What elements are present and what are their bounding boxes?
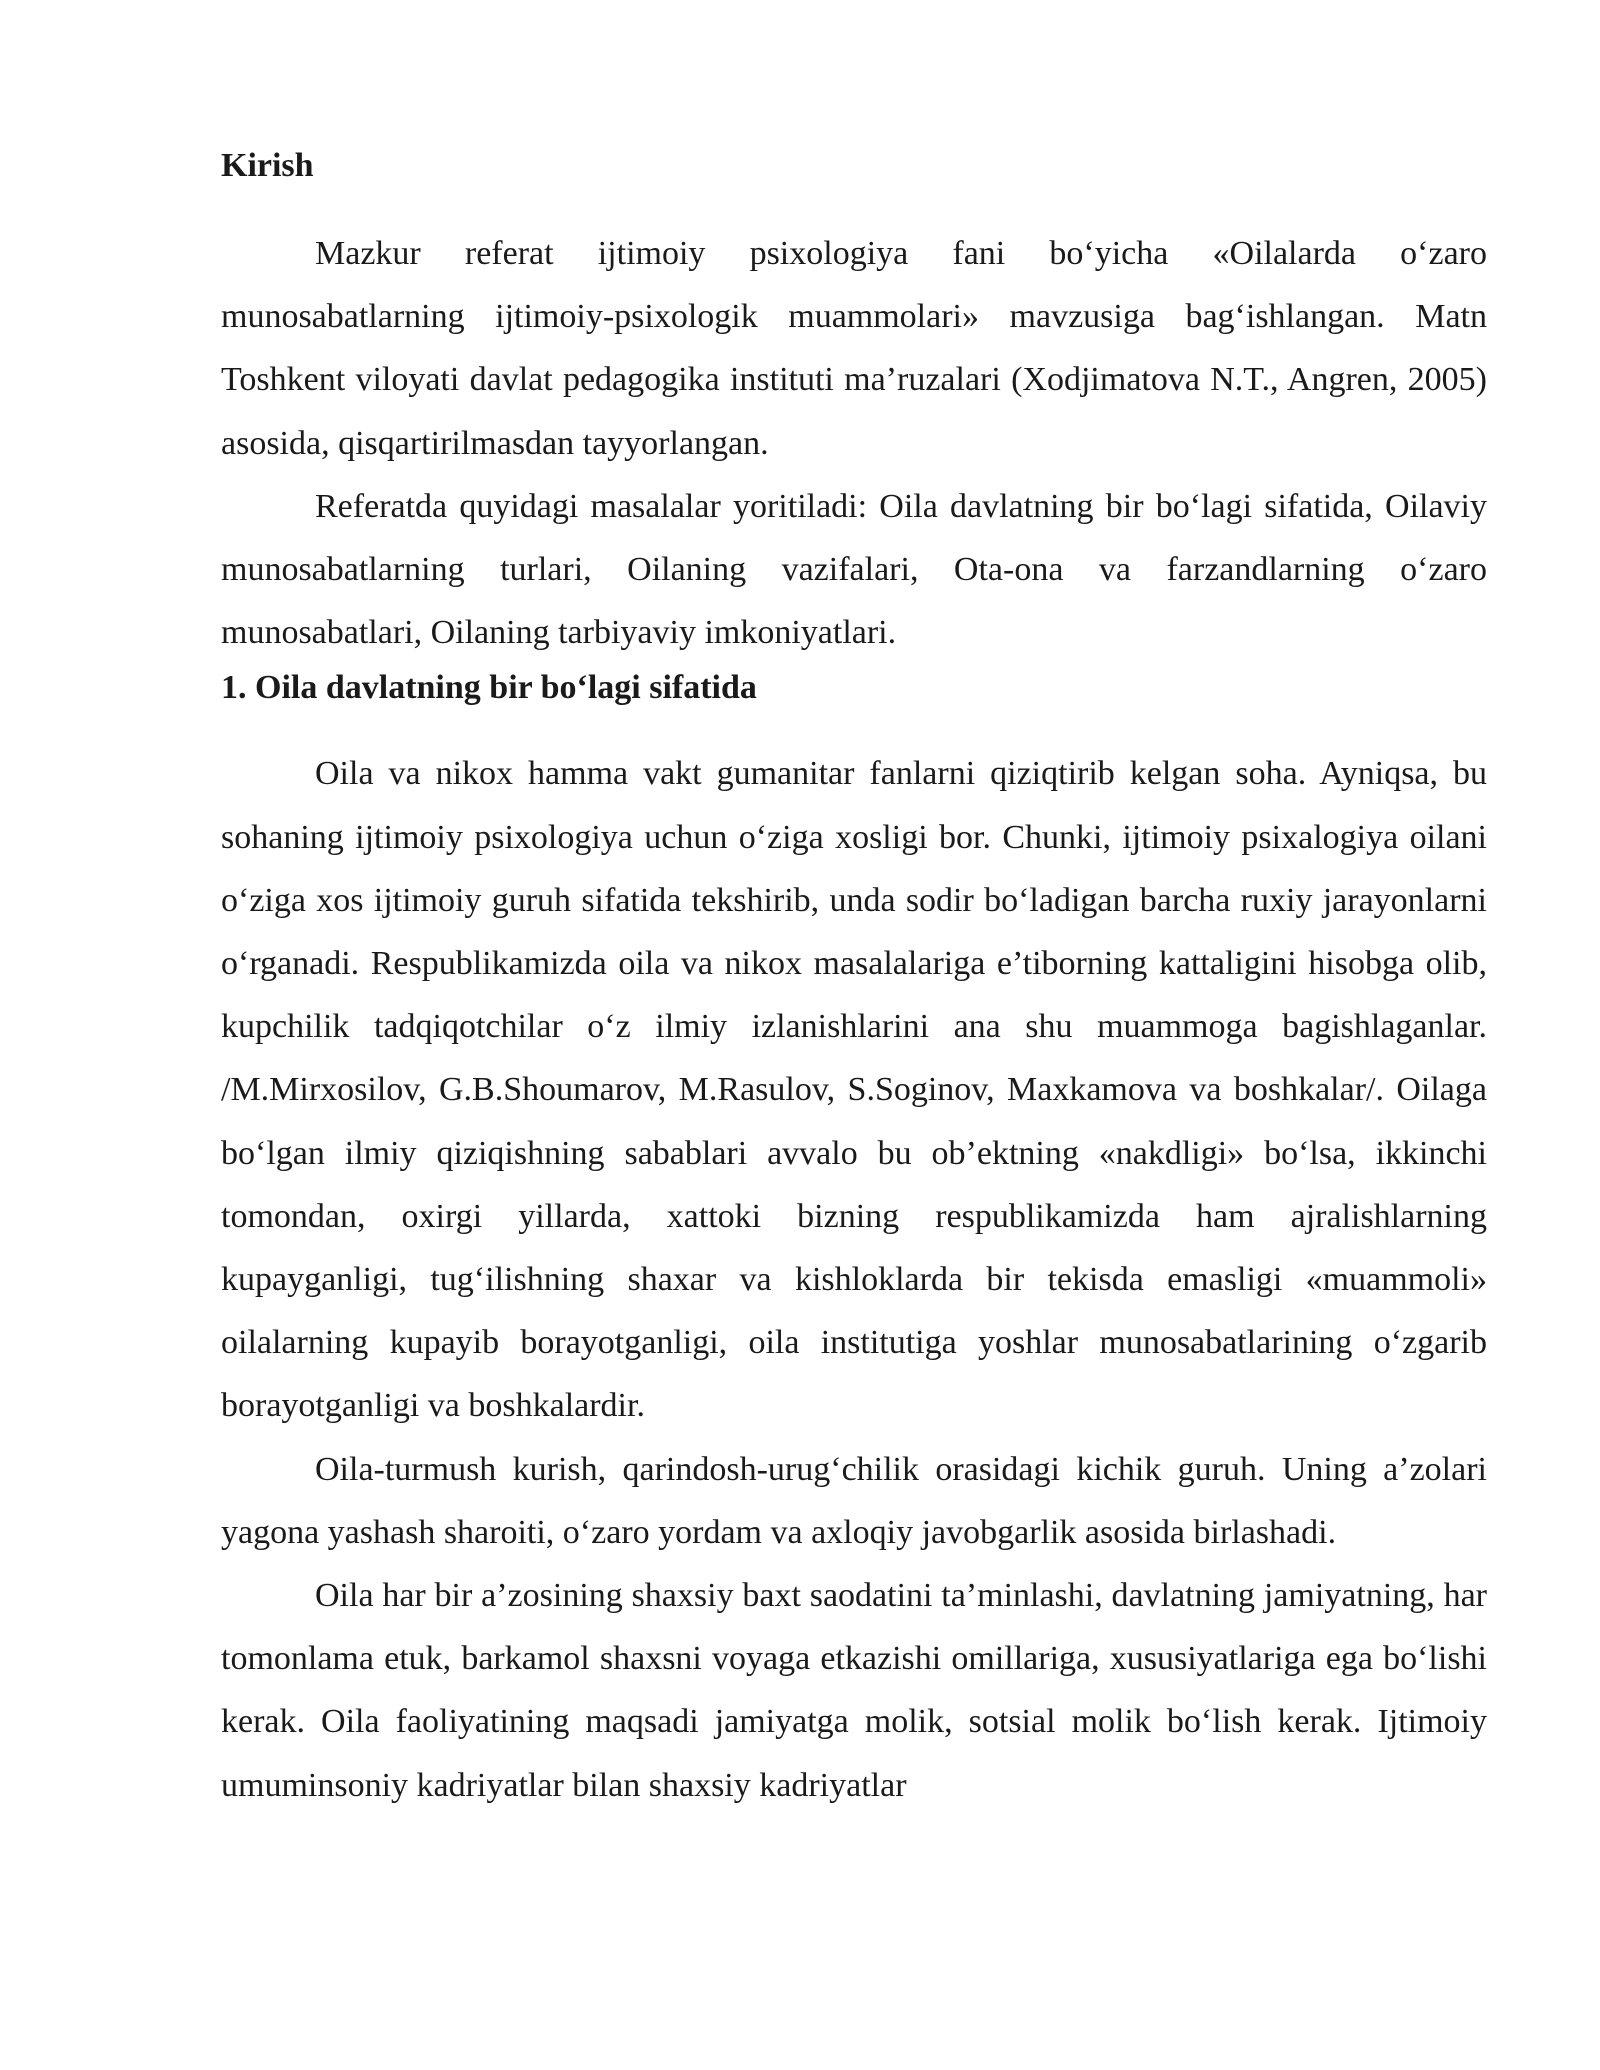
heading-section-1: 1. Oila davlatning bir bo‘lagi sifatida [221, 669, 757, 707]
document-page [221, 146, 1487, 1817]
section1-paragraph-2: Oila-turmush kurish, qarindosh-urug‘chilik orasidagi kichik guruh. Uning a’zolari yagona yashash sharoiti, o‘zaro yordam va axloqiy javobgarlik asosida birlashadi. [221, 1450, 1487, 1551]
section1-paragraph-1: Oila va nikox hamma vakt gumanitar fanlarni qiziqtirib kelgan soha. Ayniqsa, bu sohaning ijtimoiy psixologiya uchun o‘ziga xosligi bor. Chunki, ijtimoiy psixalogiya oilani o‘ziga xos ijtimoiy guruh sifatida tekshirib, unda sodir bo‘ladigan barcha ruxiy jarayonlarni o‘rganadi. Respublikamizda oila va nikox masalalariga e’tiborning kattaligini hisobga olib, kupchilik tadqiqotchilar o‘z ilmiy izlanishlarini ana shu muammoga bagishlaganlar. /M.Mirxosilov, G.B.Shoumarov, M.Rasulov, S.Soginov, Maxkamova va boshkalar/. Oilaga bo‘lgan ilmiy qiziqishning sabablari avvalo bu ob’ektning «nakdligi» bo‘lsa, ikkinchi tomondan, oxirgi yillarda, xattoki bizning respublikamizda ham ajralishlarning kupayganligi, tug‘ilishning shaxar va kishloklarda bir tekisda emasligi «muammoli» oilalarning kupayib borayotganligi, oila institutiga yoshlar munosabatlarining o‘zgarib borayotganligi va boshkalardir. [221, 755, 1487, 1425]
intro-paragraph-1: Mazkur referat ijtimoiy psixologiya fani bo‘yicha «Oilalarda o‘zaro munosabatlarning ijtimoiy-psixologik muammolari» mavzusiga bag‘ishlangan. Matn Toshkent viloyati davlat pedagogika instituti ma’ruzalari (Xodjimatova N.T., Angren, 2005) asosida, qisqartirilmasdan tayyorlangan. [221, 235, 1487, 462]
intro-paragraph-2: Referatda quyidagi masalalar yoritiladi: Oila davlatning bir bo‘lagi sifatida, Oilaviy munosabatlarning turlari, Oilaning vazifalari, Ota-ona va farzandlarning o‘zaro munosabatlari, Oilaning tarbiyaviy imkoniyatlari. [221, 487, 1487, 652]
heading-kirish: Kirish [221, 147, 314, 184]
section1-paragraph-3: Oila har bir a’zosining shaxsiy baxt saodatini ta’minlashi, davlatning jamiyatning, har tomonlama etuk, barkamol shaxsni voyaga etkazishi omillariga, xususiyatlariga ega bo‘lishi kerak. Oila faoliyatining maqsadi jamiyatga molik, sotsial molik bo‘lish kerak. Ijtimoiy umuminsoniy kadriyatlar bilan shaxsiy kadriyatlar [221, 1577, 1487, 1804]
